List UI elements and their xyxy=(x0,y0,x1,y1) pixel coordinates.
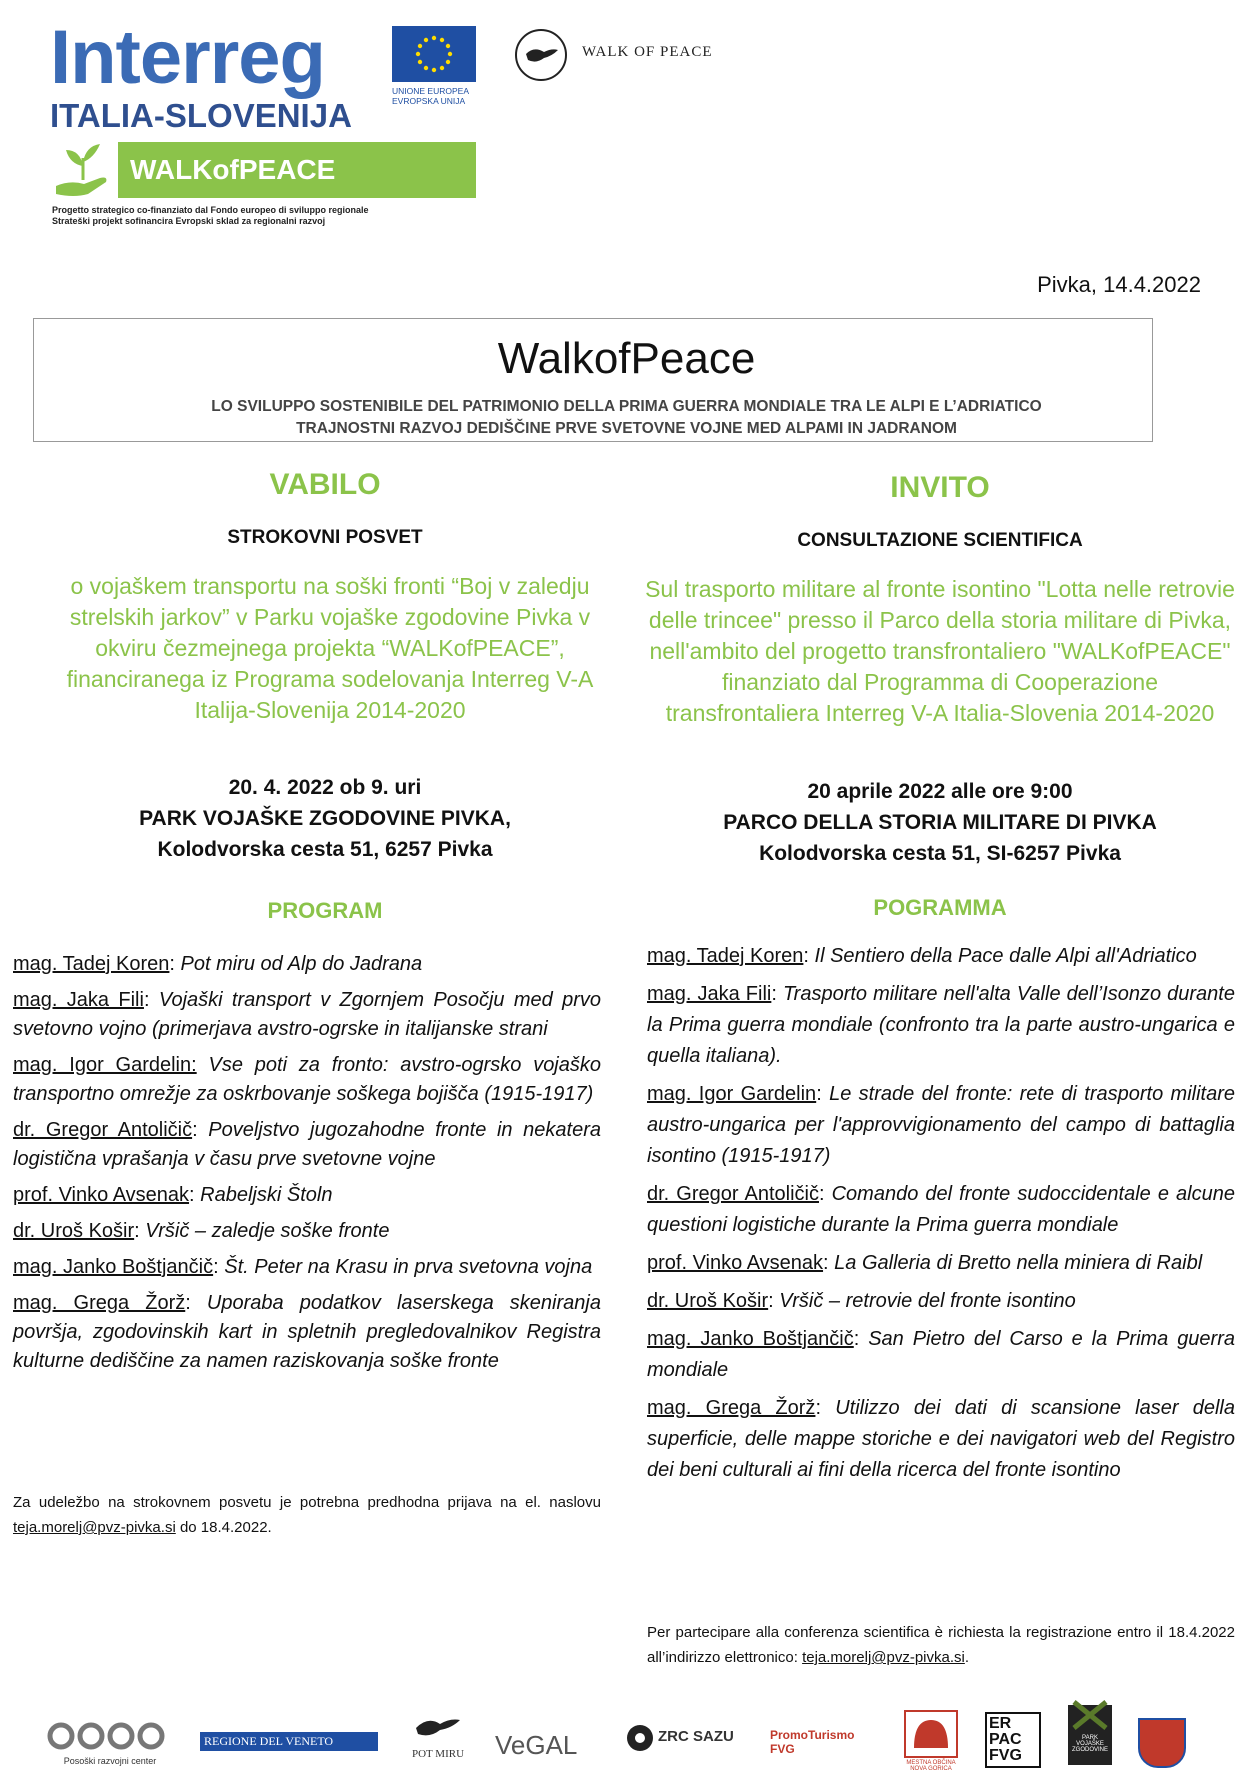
it-program-item xyxy=(647,1286,1235,1317)
it-program-item xyxy=(647,1324,1235,1386)
talk-title: La Galleria di Bretto nella miniera di Raibl xyxy=(834,1252,1203,1274)
speaker-name: mag. Tadej Koren xyxy=(647,945,804,967)
it-email-link[interactable]: teja.morelj@pvz-pivka.si xyxy=(802,1649,965,1666)
separator: : xyxy=(818,1183,832,1205)
it-note-text: Per partecipare alla conferenza scientifica è richiesta la registrazione entro il 18.4.2022 all’indirizzo elettronico: xyxy=(647,1624,1235,1666)
it-program-list xyxy=(647,941,1235,1493)
sl-note-deadline: do 18.4.2022. xyxy=(175,1519,272,1536)
separator: : xyxy=(815,1397,836,1419)
talk-title: Št. Peter na Krasu in prva svetovna vojna xyxy=(224,1256,593,1278)
speaker-name: dr. Gregor Antoličič xyxy=(647,1183,819,1205)
separator: : xyxy=(185,1292,207,1314)
sl-program-item xyxy=(13,950,601,979)
speaker-name: mag. Grega Žorž xyxy=(13,1292,186,1314)
talk-title: Uporaba podatkov laserskega skeniranja površja, zgodovinskih kart in spletnih pregledovalnikov Registra kulturne dediščine za namen raziskovanja soške fronte xyxy=(13,1292,601,1372)
interreg-region-label: ITALIA-SLOVENIJA xyxy=(50,97,352,134)
erpac-fvg-logo: ER PAC FVG xyxy=(985,1712,1041,1768)
sl-program-item xyxy=(13,1253,601,1282)
sl-heading: VABILO xyxy=(269,468,381,501)
talk-title: Il Sentiero della Pace dalle Alpi all'Adriatico xyxy=(814,945,1197,967)
talk-title: Le strade del fronte: rete di trasporto militare austro-ungarica per l'approvvigionamento del campo di battaglia isontino (1915-1917) xyxy=(647,1083,1235,1167)
speaker-name: mag. Janko Boštjančič xyxy=(647,1328,854,1350)
sl-note-text: Za udeležbo na strokovnem posvetu je potrebna predhodna prijava na el. naslovu xyxy=(13,1494,601,1511)
subtitle-it: LO SVILUPPO SOSTENIBILE DEL PATRIMONIO DELLA PRIMA GUERRA MONDIALE TRA LE ALPI E L’ADRIATICO xyxy=(211,398,1042,415)
separator: : xyxy=(768,1290,780,1312)
talk-title: Utilizzo dei dati di scansione laser della superficie, delle mappe storiche e dei navigatori web del Registro dei beni culturali ai fini della ricerca del fronte isontino xyxy=(647,1397,1235,1481)
speaker-name: mag. Igor Gardelin: xyxy=(13,1054,197,1076)
speaker-name: prof. Vinko Avsenak xyxy=(647,1252,824,1274)
pot-miru-dove-icon xyxy=(410,1710,466,1744)
it-address: Kolodvorska cesta 51, SI-6257 Pivka xyxy=(759,842,1121,865)
speaker-name: mag. Grega Žorž xyxy=(647,1397,816,1419)
sl-date-time: 20. 4. 2022 ob 9. uri xyxy=(228,776,422,799)
posocki-rings-icon xyxy=(45,1720,175,1752)
pot-miru-logo: POT MIRU xyxy=(411,1748,465,1760)
cofinanced-note-it: Progetto strategico co-finanziato dal Fondo europeo di sviluppo regionale xyxy=(52,205,369,215)
zrc-sazu-logo: ZRC SAZU xyxy=(658,1728,734,1745)
separator xyxy=(197,1054,209,1076)
footer-logo-graphic xyxy=(1070,1700,1110,1735)
talk-title: Vršič – zaledje soške fronte xyxy=(145,1220,390,1242)
talk-title: Trasporto militare nell'alta Valle dell’Isonzo durante la Prima guerra mondiale (confronto tra la parte austro-ungarica e quella italiana). xyxy=(647,983,1235,1067)
speaker-name: dr. Gregor Antoličič xyxy=(13,1119,193,1141)
posocki-razvojni-center-logo: Posoški razvojni center xyxy=(63,1756,157,1766)
subtitle-sl: TRAJNOSTNI RAZVOJ DEDIŠČINE PRVE SVETOVNE VOJNE MED ALPAMI IN JADRANOM xyxy=(296,420,957,437)
eu-label-it: UNIONE EUROPEA xyxy=(392,86,469,96)
speaker-name: mag. Jaka Fili xyxy=(647,983,772,1005)
separator: : xyxy=(169,953,181,975)
talk-title: Vršič – retrovie del fronte isontino xyxy=(779,1290,1076,1312)
sl-event-type: STROKOVNI POSVET xyxy=(227,527,423,548)
vegal-logo: VeGAL xyxy=(495,1730,578,1760)
municipality-crest-logo xyxy=(1138,1718,1186,1768)
sl-program-item xyxy=(13,1217,601,1246)
it-description: Sul trasporto militare al fronte isontino "Lotta nelle retrovie delle trincee" presso il Parco della storia militare di Pivka, nell'ambito del progetto transfrontaliero "WALKofPEACE" finanziato dal Programma di Cooperazione transfrontaliera Interreg V-A Italia-Slovenia 2014-2020 xyxy=(645,576,1235,726)
promoturismo-fvg-logo: PromoTurismo FVG xyxy=(770,1728,855,1756)
sl-program-item xyxy=(13,1116,601,1174)
talk-title: Vojaški transport v Zgornjem Posočju med prvo svetovno vojno (primerjava avstro-ogrske in italijanske strani xyxy=(13,989,602,1040)
separator: : xyxy=(192,1119,209,1141)
mestna-obcina-nova-gorica-logo: MESTNA OBČINA NOVA GORICA xyxy=(906,1760,956,1772)
separator: : xyxy=(816,1083,830,1105)
sl-program-item xyxy=(13,986,601,1044)
it-program-item xyxy=(647,1179,1235,1241)
separator: : xyxy=(853,1328,869,1350)
separator: : xyxy=(213,1256,225,1278)
separator: : xyxy=(803,945,815,967)
talk-title: Rabeljski Štoln xyxy=(200,1184,333,1206)
sl-program-heading: PROGRAM xyxy=(267,898,383,923)
speaker-name: mag. Tadej Koren xyxy=(13,953,170,975)
it-program-item xyxy=(647,1248,1235,1279)
footer-logo-graphic xyxy=(904,1710,958,1763)
speaker-name: mag. Jaka Fili xyxy=(13,989,144,1011)
footer-logo-graphic xyxy=(410,1710,466,1749)
cofinanced-note-sl: Strateški projekt sofinancira Evropski sklad za regionalni razvoj xyxy=(52,216,326,226)
sl-venue: PARK VOJAŠKE ZGODOVINE PIVKA, xyxy=(139,807,511,830)
sl-program-list xyxy=(13,950,601,1383)
it-program-item xyxy=(647,941,1235,972)
sl-email-link[interactable]: teja.morelj@pvz-pivka.si xyxy=(13,1519,176,1536)
talk-title: San Pietro del Carso e la Prima guerra mondiale xyxy=(647,1328,1236,1381)
nova-gorica-crest-icon xyxy=(904,1710,958,1758)
it-program-item xyxy=(647,1079,1235,1172)
eu-label-sl: EVROPSKA UNIJA xyxy=(392,96,466,106)
separator: : xyxy=(134,1220,146,1242)
dove-icon xyxy=(514,28,568,82)
speaker-name: prof. Vinko Avsenak xyxy=(13,1184,190,1206)
talk-title: Poveljstvo jugozahodne fronte in nekatera logistična vprašanja v času prve svetovne vojne xyxy=(13,1119,601,1170)
it-registration-note xyxy=(647,1620,1235,1670)
page-title: WalkofPeace xyxy=(497,334,756,383)
walkofpeace-banner-text: WALKofPEACE xyxy=(130,154,336,185)
it-program-item xyxy=(647,979,1235,1072)
it-note-end: . xyxy=(964,1649,970,1666)
speaker-name: dr. Uroš Košir xyxy=(13,1220,135,1242)
separator: : xyxy=(143,989,159,1011)
park-crossed-guns-icon xyxy=(1070,1700,1110,1730)
sl-program-item xyxy=(13,1051,601,1109)
regione-veneto-logo: REGIONE DEL VENETO xyxy=(200,1732,378,1751)
it-program-item xyxy=(647,1393,1235,1486)
footer-logo-graphic xyxy=(45,1720,175,1757)
talk-title: Comando del fronte sudoccidentale e alcune questioni logistiche durante la Prima guerra mondiale xyxy=(647,1183,1235,1236)
sl-program-item xyxy=(13,1289,601,1376)
separator: : xyxy=(189,1184,201,1206)
it-venue: PARCO DELLA STORIA MILITARE DI PIVKA xyxy=(723,811,1157,834)
speaker-name: dr. Uroš Košir xyxy=(647,1290,769,1312)
it-date-time: 20 aprile 2022 alle ore 9:00 xyxy=(807,780,1073,803)
it-heading: INVITO xyxy=(890,471,990,504)
sl-address: Kolodvorska cesta 51, 6257 Pivka xyxy=(157,838,493,861)
park-vojaske-zgodovine-logo: PARK VOJAŠKE ZGODOVINE xyxy=(1068,1705,1112,1765)
sl-program-item xyxy=(13,1181,601,1210)
plant-hand-icon xyxy=(50,140,116,200)
document-date: Pivka, 14.4.2022 xyxy=(1037,272,1201,297)
speaker-name: mag. Janko Boštjančič xyxy=(13,1256,214,1278)
talk-title: Vse poti za fronto: avstro-ogrsko vojaško transportno omrežje za oskrbovanje soškega bojišča (1915-1917) xyxy=(13,1054,601,1105)
interreg-logo-wordmark: Interreg xyxy=(50,15,325,100)
zrc-sazu-emblem-icon xyxy=(626,1724,654,1752)
separator: : xyxy=(771,983,783,1005)
it-event-type: CONSULTAZIONE SCIENTIFICA xyxy=(797,530,1083,551)
it-program-heading: POGRAMMA xyxy=(873,895,1007,920)
speaker-name: mag. Igor Gardelin xyxy=(647,1083,817,1105)
walk-of-peace-logo-text: WALK OF PEACE xyxy=(582,44,713,60)
footer-logo-graphic xyxy=(626,1724,654,1757)
separator: : xyxy=(823,1252,835,1274)
talk-title: Pot miru od Alp do Jadrana xyxy=(180,953,423,975)
sl-registration-note xyxy=(13,1490,601,1540)
sl-description: o vojaškem transportu na soški fronti “Boj v zaledju strelskih jarkov” v Parku vojaške zgodovine Pivka v okviru čezmejnega projekta “WALKofPEACE”, financiranega iz Programa sodelovanja Interreg V-A Italija-Slovenija 2014-2020 xyxy=(66,573,594,723)
eu-flag-icon xyxy=(392,26,476,82)
